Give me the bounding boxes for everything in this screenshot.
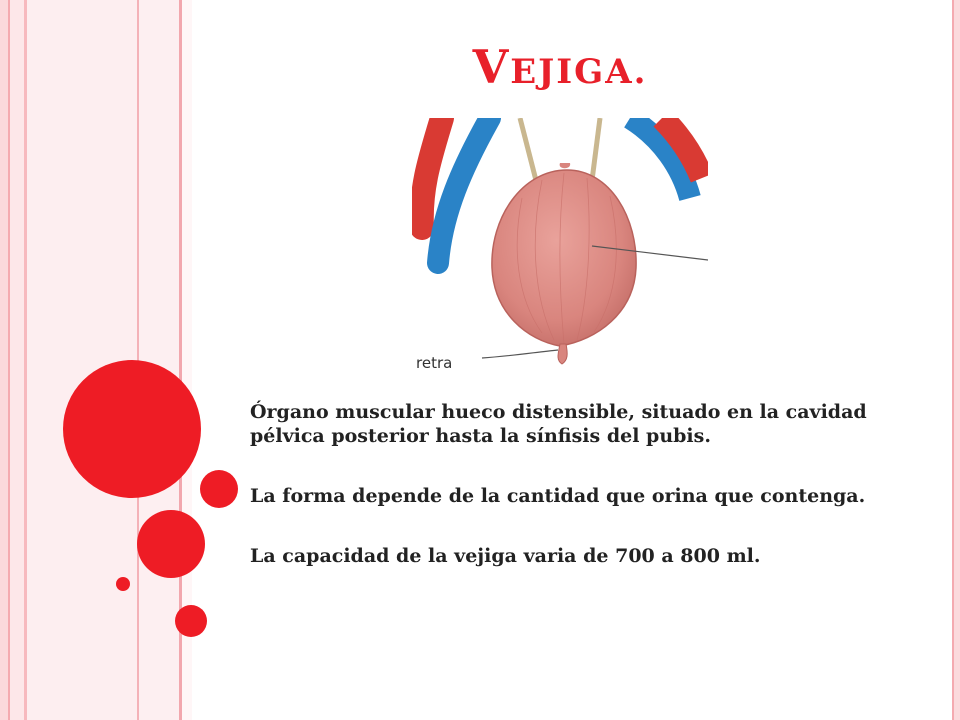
paragraph-definition: Órgano muscular hueco distensible, situado en la cavidad pélvica posterior hasta la sínfisis del pubis.	[250, 401, 867, 447]
decor-stripe-right	[952, 0, 954, 720]
decor-stripe	[10, 0, 24, 720]
title-first-letter: V	[472, 40, 511, 94]
bladder-apex	[560, 163, 571, 168]
decor-circle-small	[200, 470, 238, 508]
bladder-illustration	[412, 118, 708, 376]
decor-stripe	[0, 0, 8, 720]
figure-label-urethra: retra	[416, 354, 453, 372]
decor-circle-tiny	[116, 577, 130, 591]
bladder-body	[492, 170, 636, 346]
decor-stripe-right	[954, 0, 960, 720]
leader-line	[482, 350, 558, 358]
decor-circle-large	[63, 360, 201, 498]
decor-circle-small	[175, 605, 207, 637]
decor-circle-medium	[137, 510, 205, 578]
paragraph-shape: La forma depende de la cantidad que orina que contenga.	[250, 485, 866, 507]
page-title	[260, 40, 860, 110]
paragraph-capacity: La capacidad de la vejiga varia de 700 a 800 ml.	[250, 545, 761, 567]
title-rest: EJIGA.	[510, 52, 648, 92]
urethra	[558, 344, 567, 364]
slide-body	[250, 400, 890, 604]
decor-stripe	[139, 0, 179, 720]
